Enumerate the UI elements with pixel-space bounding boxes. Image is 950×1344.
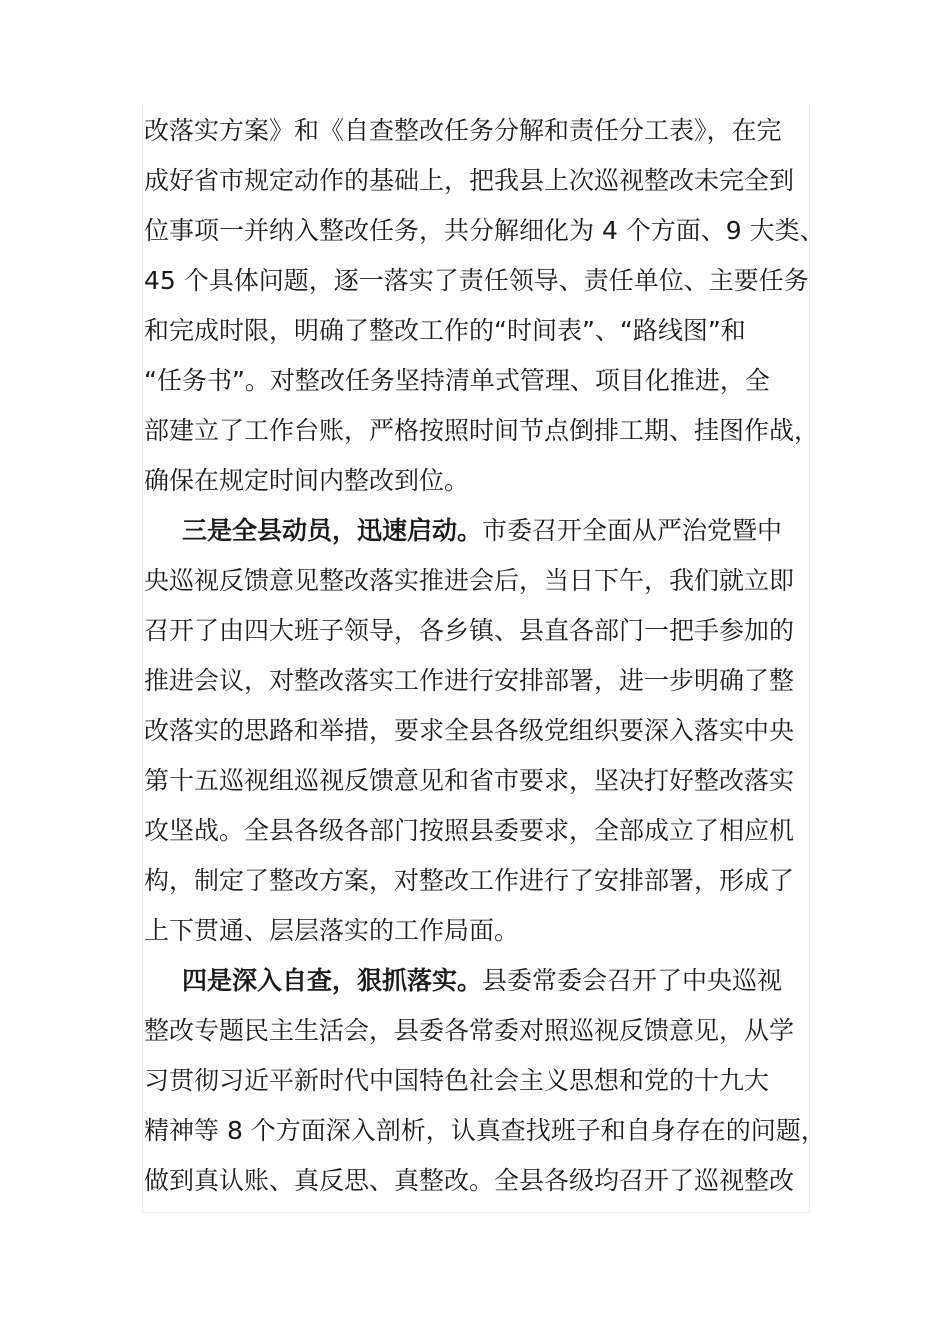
paragraph-heading: 三是全县动员，迅速启动。 (182, 516, 483, 545)
paragraph-line: 位事项一并纳入整改任务，共分解细化为 4 个方面、9 大类、 (144, 216, 825, 245)
paragraph-line: 习贯彻习近平新时代中国特色社会主义思想和党的十九大 (144, 1066, 770, 1095)
paragraph-line: 构，制定了整改方案，对整改工作进行了安排部署，形成了 (144, 866, 795, 895)
paragraph-line: 召开了由四大班子领导，各乡镇、县直各部门一把手参加的 (144, 616, 795, 645)
paragraph-text: 县委常委会召开了中央巡视 (482, 966, 783, 995)
paragraph-line: 攻坚战。全县各级各部门按照县委要求，全部成立了相应机 (144, 816, 795, 845)
paragraph-line: 成好省市规定动作的基础上，把我县上次巡视整改未完全到 (144, 166, 795, 195)
paragraph-first-line (182, 506, 782, 556)
paragraph-line: 和完成时限，明确了整改工作的“时间表”、“路线图”和 (144, 316, 746, 345)
paragraph-line: 确保在规定时间内整改到位。 (144, 466, 470, 495)
paragraph-line: 做到真认账、真反思、真整改。全县各级均召开了巡视整改 (144, 1166, 795, 1195)
paragraph-line: 上下贯通、层层落实的工作局面。 (144, 916, 520, 945)
paragraph-text: 市委召开全面从严治党暨中 (482, 516, 783, 545)
paragraph-line: 部建立了工作台账，严格按照时间节点倒排工期、挂图作战， (144, 416, 820, 445)
paragraph-line: 整改专题民主生活会，县委各常委对照巡视反馈意见，从学 (144, 1016, 795, 1045)
paragraph-line: 改落实的思路和举措，要求全县各级党组织要深入落实中央 (144, 716, 795, 745)
paragraph-line: 改落实方案》和《自查整改任务分解和责任分工表》，在完 (144, 116, 782, 145)
paragraph-first-line (182, 956, 782, 1006)
paragraph-line: 45 个具体问题，逐一落实了责任领导、责任单位、主要任务 (144, 266, 809, 295)
paragraph-line: “任务书”。对整改任务坚持清单式管理、项目化推进，全 (144, 366, 770, 395)
paragraph-line: 推进会议，对整改落实工作进行安排部署，进一步明确了整 (144, 666, 795, 695)
paragraph-heading: 四是深入自查，狠抓落实。 (182, 966, 483, 995)
paragraph-line: 央巡视反馈意见整改落实推进会后，当日下午，我们就立即 (144, 566, 795, 595)
paragraph-line: 第十五巡视组巡视反馈意见和省市要求，坚决打好整改落实 (144, 766, 795, 795)
paragraph-line: 精神等 8 个方面深入剖析，认真查找班子和自身存在的问题， (144, 1116, 826, 1145)
